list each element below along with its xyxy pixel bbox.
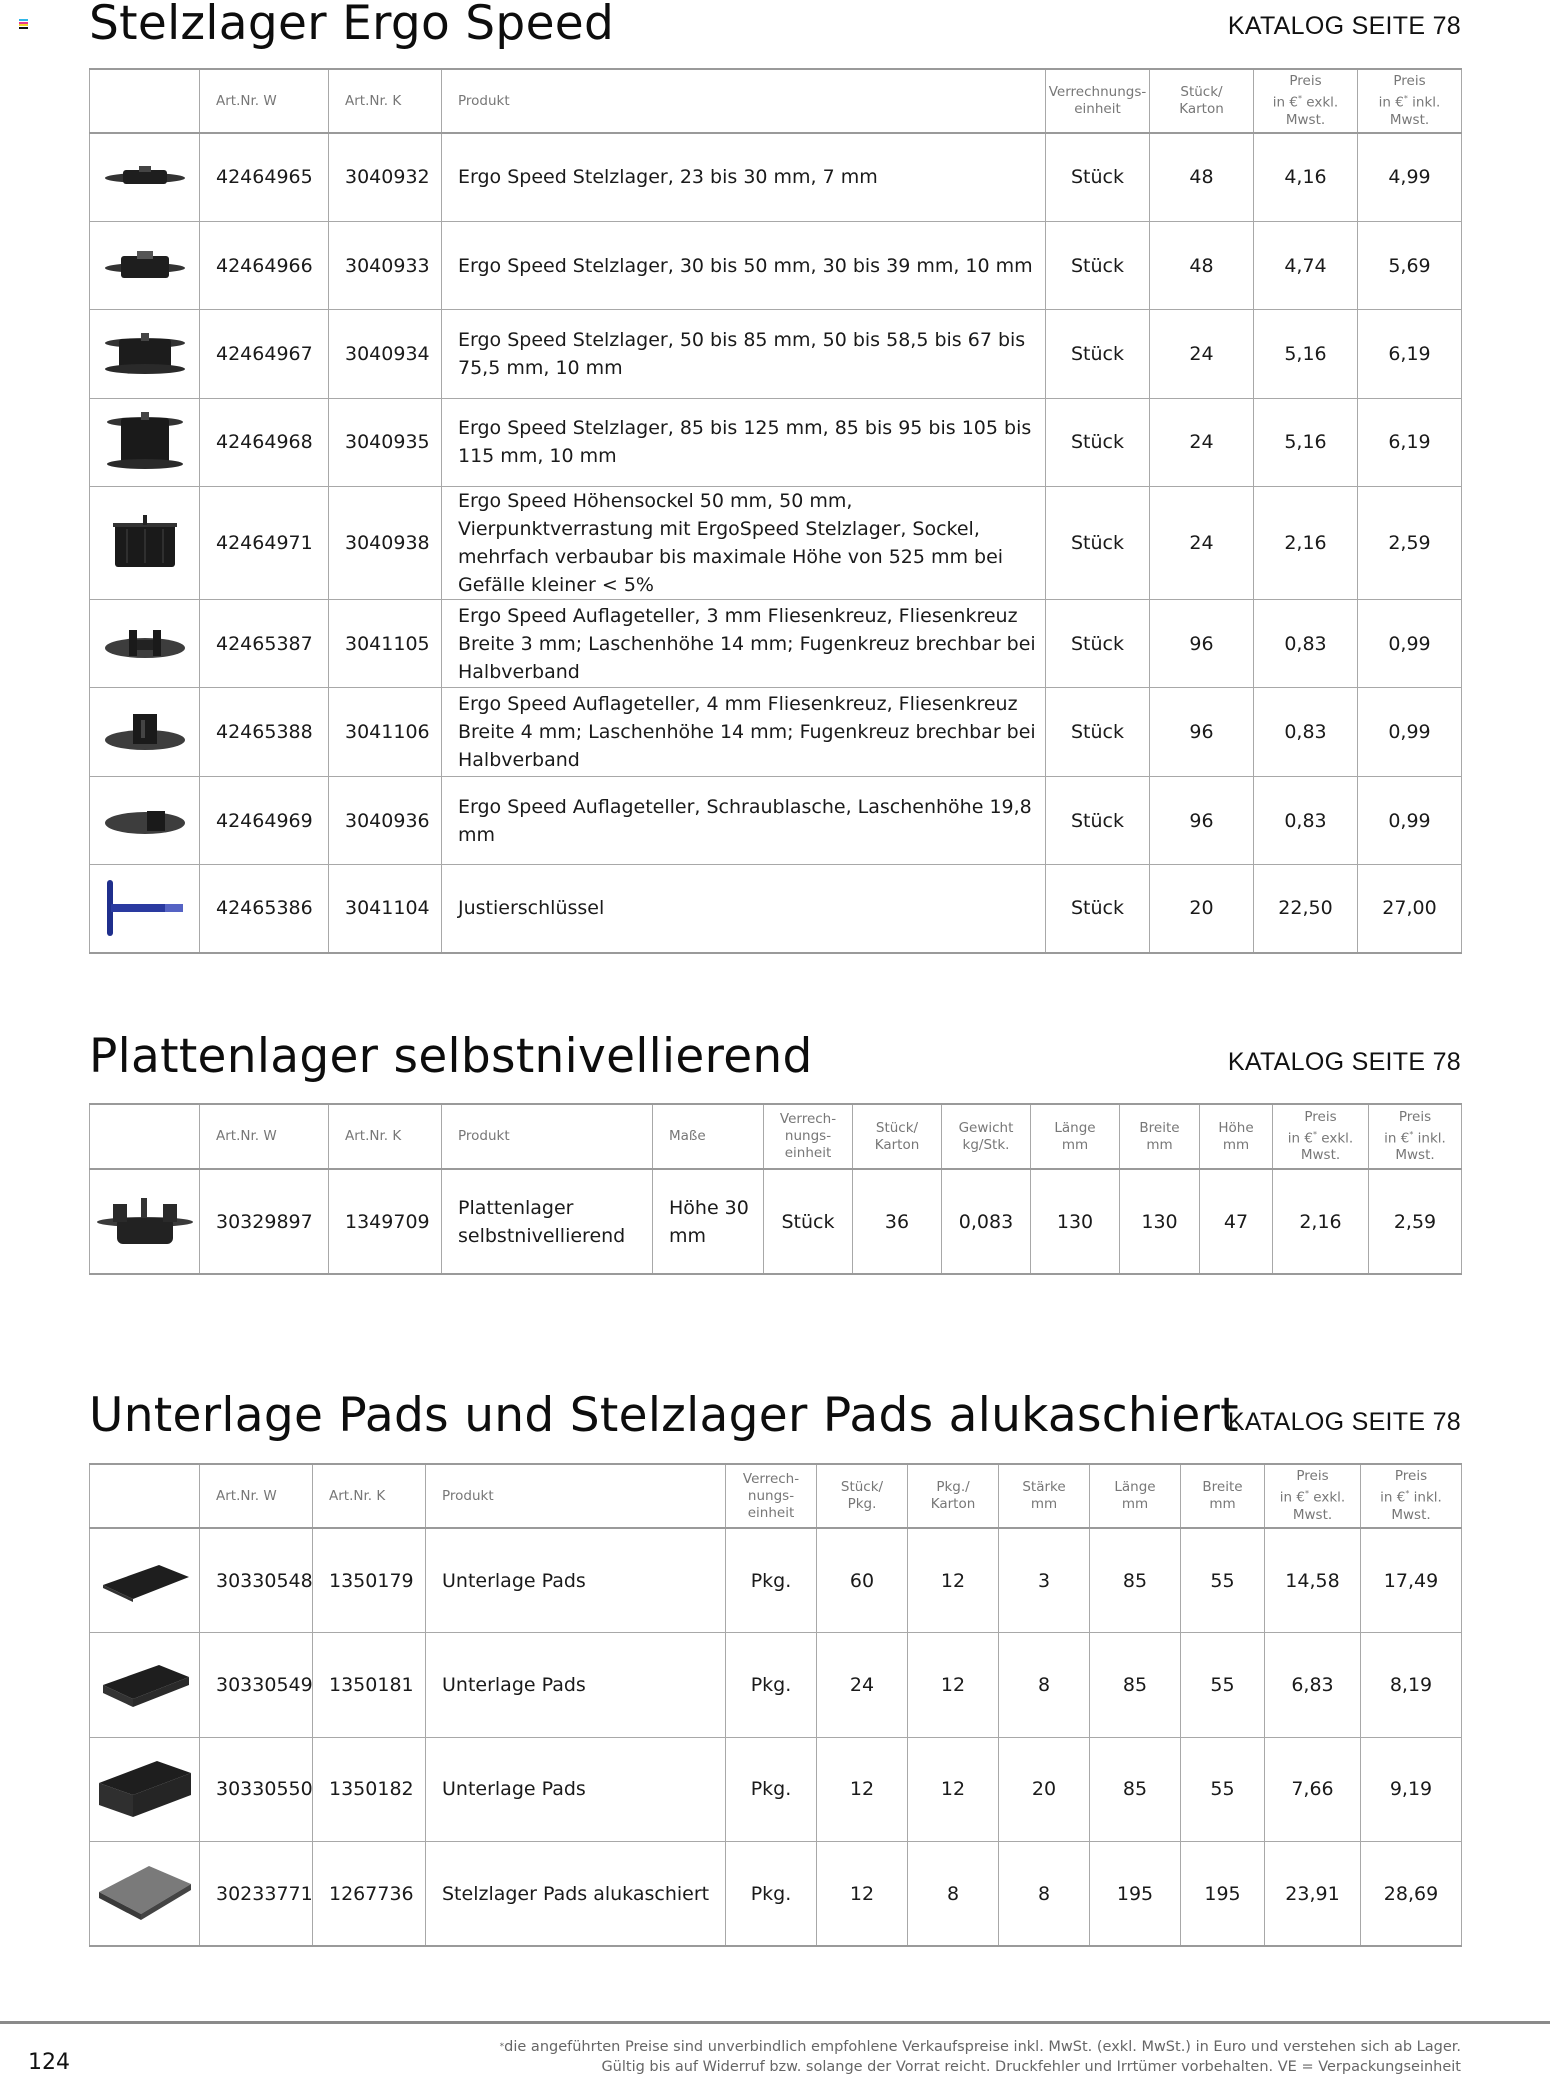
- preis-inkl: 0,99: [1358, 688, 1462, 776]
- produkt: Justierschlüssel: [442, 865, 1046, 953]
- laenge: 195: [1090, 1842, 1181, 1947]
- verrechnungseinheit: Stück: [1046, 398, 1150, 486]
- table-row: [90, 221, 1462, 309]
- art-nr-w: 42465388: [200, 688, 329, 776]
- header-preis-inkl: Preis in €* inkl. Mwst.: [1369, 1104, 1462, 1169]
- header-preis-inkl: Preis in €* inkl. Mwst.: [1361, 1464, 1462, 1528]
- stueck-pkg: 12: [817, 1842, 908, 1947]
- auflageteller-3mm-icon: [90, 626, 199, 662]
- disclaimer-line-2: Gültig bis auf Widerruf bzw. solange der Vorrat reicht. Druckfehler und Irrtümer vorbehalten. VE = Verpackungseinheit: [601, 2059, 1461, 2075]
- verrechnungseinheit: Stück: [1046, 600, 1150, 688]
- produkt: Ergo Speed Höhensockel 50 mm, 50 mm, Vierpunktverrastung mit ErgoSpeed Stelzlager, Sockel, mehrfach verbaubar bis maximale Höhe von 525 mm bei Gefälle kleiner < 5%: [442, 487, 1046, 600]
- preis-inkl: 2,59: [1369, 1169, 1462, 1274]
- art-nr-w: 30233771: [200, 1842, 313, 1947]
- auflageteller-schraublasche-icon: [90, 805, 199, 837]
- breite: 195: [1181, 1842, 1265, 1947]
- preis-exkl: 0,83: [1254, 688, 1358, 776]
- preis-inkl: 8,19: [1361, 1633, 1462, 1738]
- product-image: [90, 133, 200, 221]
- product-image: [90, 865, 200, 953]
- table-row: [90, 133, 1462, 221]
- verrechnungseinheit: Pkg.: [726, 1842, 817, 1947]
- preis-inkl: 5,69: [1358, 221, 1462, 309]
- art-nr-w: 30329897: [200, 1169, 329, 1274]
- product-image: [90, 1737, 200, 1842]
- breite: 130: [1120, 1169, 1200, 1274]
- masse: Höhe 30 mm: [653, 1169, 764, 1274]
- product-image: [90, 600, 200, 688]
- product-image: [90, 776, 200, 864]
- pkg-karton: 12: [908, 1737, 999, 1842]
- stueck-karton: 48: [1150, 133, 1254, 221]
- catalog-page-ref: KATALOG SEITE 78: [1227, 1048, 1461, 1076]
- pkg-karton: 12: [908, 1633, 999, 1738]
- art-nr-k: 3041106: [329, 688, 442, 776]
- stueck-karton: 48: [1150, 221, 1254, 309]
- preis-exkl: 6,83: [1265, 1633, 1361, 1738]
- staerke: 8: [999, 1633, 1090, 1738]
- header-preis-exkl: Preis in €* exkl. Mwst.: [1273, 1104, 1369, 1169]
- print-color-mark-icon: [19, 19, 28, 28]
- product-image: [90, 1633, 200, 1738]
- table-row: [90, 1842, 1462, 1947]
- header-produkt: Produkt: [442, 69, 1046, 133]
- header-gewicht: Gewicht kg/Stk.: [942, 1104, 1031, 1169]
- art-nr-w: 42464969: [200, 776, 329, 864]
- stelzlager-30-50-icon: [90, 248, 199, 284]
- product-image: [90, 1528, 200, 1633]
- art-nr-k: 3040936: [329, 776, 442, 864]
- table-row: [90, 600, 1462, 688]
- section-title-stelzlager-ergo-speed: Stelzlager Ergo Speed: [89, 0, 615, 51]
- table-row: [90, 1737, 1462, 1842]
- header-produkt: Produkt: [426, 1464, 726, 1528]
- produkt: Stelzlager Pads alukaschiert: [426, 1842, 726, 1947]
- disclaimer-line-1: die angeführten Preise sind unverbindlich empfohlene Verkaufspreise inkl. MwSt. (exkl. MwSt.) in Euro und verstehen sich ab Lager.: [504, 2039, 1461, 2055]
- table-row: [90, 487, 1462, 600]
- header-stueck-karton: Stück/ Karton: [853, 1104, 942, 1169]
- auflageteller-4mm-icon: [90, 712, 199, 752]
- art-nr-k: 3040935: [329, 398, 442, 486]
- table-row: [90, 1633, 1462, 1738]
- art-nr-w: 42464968: [200, 398, 329, 486]
- stueck-karton: 96: [1150, 600, 1254, 688]
- staerke: 8: [999, 1842, 1090, 1947]
- preis-exkl: 2,16: [1254, 487, 1358, 600]
- preis-inkl: 2,59: [1358, 487, 1462, 600]
- justierschluessel-icon: [90, 878, 199, 938]
- preis-exkl: 5,16: [1254, 310, 1358, 398]
- unterlage-pad-20mm-icon: [90, 1759, 199, 1819]
- unterlage-pad-8mm-icon: [90, 1661, 199, 1709]
- header-preis-inkl: Preis in €* inkl. Mwst.: [1358, 69, 1462, 133]
- preis-inkl: 6,19: [1358, 310, 1462, 398]
- preis-exkl: 7,66: [1265, 1737, 1361, 1842]
- produkt: Ergo Speed Auflageteller, 4 mm Fliesenkreuz, Fliesenkreuz Breite 4 mm; Laschenhöhe 14 mm; Fugenkreuz brechbar bei Halbverband: [442, 688, 1046, 776]
- preis-exkl: 4,74: [1254, 221, 1358, 309]
- table-header-row: [90, 1464, 1462, 1528]
- verrechnungseinheit: Stück: [1046, 133, 1150, 221]
- header-produkt: Produkt: [442, 1104, 653, 1169]
- preis-inkl: 9,19: [1361, 1737, 1462, 1842]
- preis-inkl: 0,99: [1358, 776, 1462, 864]
- header-preis-exkl: Preis in €* exkl. Mwst.: [1254, 69, 1358, 133]
- verrechnungseinheit: Pkg.: [726, 1528, 817, 1633]
- preis-exkl: 5,16: [1254, 398, 1358, 486]
- stueck-karton: 36: [853, 1169, 942, 1274]
- header-hoehe: Höhe mm: [1200, 1104, 1273, 1169]
- stueck-karton: 24: [1150, 310, 1254, 398]
- art-nr-w: 30330550: [200, 1737, 313, 1842]
- product-image: [90, 310, 200, 398]
- page-number: 124: [28, 2050, 70, 2075]
- stelzlager-pad-alu-icon: [90, 1862, 199, 1926]
- header-art-nr-w: Art.Nr. W: [200, 1464, 313, 1528]
- produkt: Ergo Speed Auflageteller, 3 mm Fliesenkreuz, Fliesenkreuz Breite 3 mm; Laschenhöhe 14 mm; Fugenkreuz brechbar bei Halbverband: [442, 600, 1046, 688]
- table-row: [90, 398, 1462, 486]
- preis-inkl: 28,69: [1361, 1842, 1462, 1947]
- table-row: [90, 865, 1462, 953]
- art-nr-k: 1349709: [329, 1169, 442, 1274]
- art-nr-k: 3040938: [329, 487, 442, 600]
- table-plattenlager: [89, 1103, 1462, 1275]
- header-art-nr-w: Art.Nr. W: [200, 69, 329, 133]
- table-row: [90, 688, 1462, 776]
- product-image: [90, 398, 200, 486]
- header-art-nr-k: Art.Nr. K: [313, 1464, 426, 1528]
- header-staerke: Stärke mm: [999, 1464, 1090, 1528]
- pkg-karton: 8: [908, 1842, 999, 1947]
- preis-exkl: 2,16: [1273, 1169, 1369, 1274]
- hoehe: 47: [1200, 1169, 1273, 1274]
- header-breite: Breite mm: [1120, 1104, 1200, 1169]
- art-nr-w: 42465386: [200, 865, 329, 953]
- laenge: 130: [1031, 1169, 1120, 1274]
- preis-inkl: 0,99: [1358, 600, 1462, 688]
- art-nr-w: 42464967: [200, 310, 329, 398]
- verrechnungseinheit: Stück: [1046, 688, 1150, 776]
- product-image: [90, 1169, 200, 1274]
- unterlage-pad-3mm-icon: [90, 1559, 199, 1603]
- header-image: [90, 69, 200, 133]
- pkg-karton: 12: [908, 1528, 999, 1633]
- preis-exkl: 4,16: [1254, 133, 1358, 221]
- preis-exkl: 0,83: [1254, 776, 1358, 864]
- produkt: Unterlage Pads: [426, 1737, 726, 1842]
- preis-inkl: 4,99: [1358, 133, 1462, 221]
- stueck-karton: 24: [1150, 487, 1254, 600]
- header-preis-exkl: Preis in €* exkl. Mwst.: [1265, 1464, 1361, 1528]
- header-breite: Breite mm: [1181, 1464, 1265, 1528]
- stueck-pkg: 12: [817, 1737, 908, 1842]
- stelzlager-50-85-icon: [90, 331, 199, 377]
- product-image: [90, 688, 200, 776]
- art-nr-k: 3041105: [329, 600, 442, 688]
- art-nr-k: 1350179: [313, 1528, 426, 1633]
- stueck-karton: 20: [1150, 865, 1254, 953]
- section-title-plattenlager: Plattenlager selbstnivellierend: [89, 1029, 813, 1084]
- laenge: 85: [1090, 1633, 1181, 1738]
- verrechnungseinheit: Stück: [1046, 776, 1150, 864]
- art-nr-w: 30330548: [200, 1528, 313, 1633]
- art-nr-k: 1267736: [313, 1842, 426, 1947]
- preis-exkl: 22,50: [1254, 865, 1358, 953]
- preis-inkl: 27,00: [1358, 865, 1462, 953]
- preis-exkl: 14,58: [1265, 1528, 1361, 1633]
- header-masse: Maße: [653, 1104, 764, 1169]
- preis-exkl: 0,83: [1254, 600, 1358, 688]
- verrechnungseinheit: Stück: [1046, 865, 1150, 953]
- price-disclaimer: [500, 2037, 1461, 2077]
- breite: 55: [1181, 1633, 1265, 1738]
- table-stelzlager-ergo-speed: [89, 68, 1462, 954]
- table-row: [90, 310, 1462, 398]
- breite: 55: [1181, 1528, 1265, 1633]
- produkt: Ergo Speed Stelzlager, 23 bis 30 mm, 7 mm: [442, 133, 1046, 221]
- stelzlager-23-30-icon: [90, 162, 199, 192]
- art-nr-k: 3040933: [329, 221, 442, 309]
- art-nr-k: 3040932: [329, 133, 442, 221]
- product-image: [90, 1842, 200, 1947]
- art-nr-w: 42464965: [200, 133, 329, 221]
- plattenlager-icon: [95, 1194, 195, 1250]
- art-nr-w: 42464966: [200, 221, 329, 309]
- verrechnungseinheit: Pkg.: [726, 1737, 817, 1842]
- table-header-row: [90, 69, 1462, 133]
- catalog-page-ref: KATALOG SEITE 78: [1227, 1408, 1461, 1436]
- catalog-page-ref: KATALOG SEITE 78: [1227, 12, 1461, 40]
- stueck-pkg: 60: [817, 1528, 908, 1633]
- verrechnungseinheit: Stück: [764, 1169, 853, 1274]
- art-nr-k: 1350182: [313, 1737, 426, 1842]
- stueck-pkg: 24: [817, 1633, 908, 1738]
- produkt: Ergo Speed Stelzlager, 30 bis 50 mm, 30 bis 39 mm, 10 mm: [442, 221, 1046, 309]
- produkt: Unterlage Pads: [426, 1528, 726, 1633]
- art-nr-k: 3040934: [329, 310, 442, 398]
- header-art-nr-k: Art.Nr. K: [329, 1104, 442, 1169]
- table-row: [90, 776, 1462, 864]
- produkt: Ergo Speed Stelzlager, 50 bis 85 mm, 50 bis 58,5 bis 67 bis 75,5 mm, 10 mm: [442, 310, 1046, 398]
- table-unterlage-pads: [89, 1463, 1462, 1947]
- product-image: [90, 487, 200, 600]
- table-header-row: [90, 1104, 1462, 1169]
- breite: 55: [1181, 1737, 1265, 1842]
- header-image: [90, 1464, 200, 1528]
- section-title-unterlage-pads: Unterlage Pads und Stelzlager Pads alukaschiert: [89, 1388, 1239, 1443]
- header-art-nr-k: Art.Nr. K: [329, 69, 442, 133]
- verrechnungseinheit: Stück: [1046, 221, 1150, 309]
- preis-inkl: 17,49: [1361, 1528, 1462, 1633]
- art-nr-w: 30330549: [200, 1633, 313, 1738]
- product-image: [90, 221, 200, 309]
- staerke: 20: [999, 1737, 1090, 1842]
- preis-inkl: 6,19: [1358, 398, 1462, 486]
- stueck-karton: 96: [1150, 776, 1254, 864]
- verrechnungseinheit: Stück: [1046, 310, 1150, 398]
- laenge: 85: [1090, 1737, 1181, 1842]
- produkt: Unterlage Pads: [426, 1633, 726, 1738]
- stelzlager-85-125-icon: [90, 412, 199, 472]
- preis-exkl: 23,91: [1265, 1842, 1361, 1947]
- header-laenge: Länge mm: [1090, 1464, 1181, 1528]
- header-stueck-karton: Stück/ Karton: [1150, 69, 1254, 133]
- stueck-karton: 96: [1150, 688, 1254, 776]
- stueck-karton: 24: [1150, 398, 1254, 486]
- art-nr-k: 3041104: [329, 865, 442, 953]
- table-row: [90, 1169, 1462, 1274]
- produkt: Plattenlager selbstnivellierend: [442, 1169, 653, 1274]
- disclaimer-asterisk: *: [499, 2042, 505, 2052]
- footer-divider: [0, 2021, 1550, 2024]
- header-laenge: Länge mm: [1031, 1104, 1120, 1169]
- header-stueck-pkg: Stück/ Pkg.: [817, 1464, 908, 1528]
- header-art-nr-w: Art.Nr. W: [200, 1104, 329, 1169]
- laenge: 85: [1090, 1528, 1181, 1633]
- header-image: [90, 1104, 200, 1169]
- gewicht: 0,083: [942, 1169, 1031, 1274]
- staerke: 3: [999, 1528, 1090, 1633]
- produkt: Ergo Speed Stelzlager, 85 bis 125 mm, 85 bis 95 bis 105 bis 115 mm, 10 mm: [442, 398, 1046, 486]
- produkt: Ergo Speed Auflageteller, Schraublasche, Laschenhöhe 19,8 mm: [442, 776, 1046, 864]
- art-nr-w: 42464971: [200, 487, 329, 600]
- table-row: [90, 1528, 1462, 1633]
- art-nr-w: 42465387: [200, 600, 329, 688]
- verrechnungseinheit: Pkg.: [726, 1633, 817, 1738]
- art-nr-k: 1350181: [313, 1633, 426, 1738]
- header-verrechnungseinheit: Verrech- nungs- einheit: [764, 1104, 853, 1169]
- verrechnungseinheit: Stück: [1046, 487, 1150, 600]
- hoehensockel-icon: [90, 515, 199, 571]
- header-verrechnungseinheit: Verrech- nungs- einheit: [726, 1464, 817, 1528]
- header-pkg-karton: Pkg./ Karton: [908, 1464, 999, 1528]
- header-verrechnungseinheit: Verrechnungs- einheit: [1046, 69, 1150, 133]
